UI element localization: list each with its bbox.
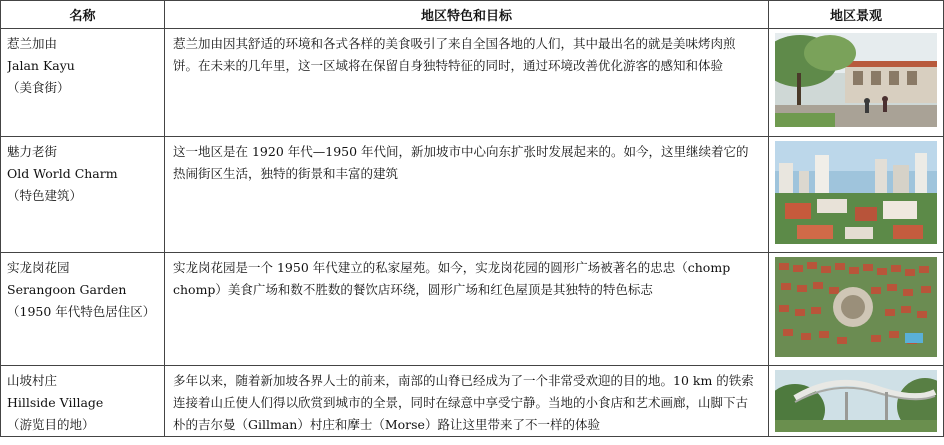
- district-description: 惹兰加由因其舒适的环境和各式各样的美食吸引了来自全国各地的人们，其中最出名的就是美味烤肉煎饼。在未来的几年里，这一区域将在保留自身独特特征的同时，通过环境改善优化游客的感知和体验: [165, 29, 769, 137]
- district-name-en: Jalan Kayu: [7, 58, 75, 73]
- header-description: 地区特色和目标: [165, 1, 769, 29]
- district-name-en: Hillside Village: [7, 395, 104, 410]
- district-view-cell: [769, 253, 944, 366]
- district-name-cn: 实龙岗花园: [7, 260, 70, 275]
- district-subtitle: （特色建筑）: [7, 188, 83, 203]
- table-row: [1, 366, 944, 437]
- header-name: 名称: [1, 1, 165, 29]
- district-name-cell: [1, 137, 165, 253]
- header-view: 地区景观: [769, 1, 944, 29]
- district-name-en: Old World Charm: [7, 166, 118, 181]
- street-photo-image: [775, 33, 937, 127]
- district-view-cell: [769, 29, 944, 137]
- district-name-cn: 魅力老街: [7, 144, 58, 159]
- district-name-cn: 惹兰加由: [7, 36, 58, 51]
- district-view-cell: [769, 366, 944, 437]
- district-name-cn: 山坡村庄: [7, 373, 58, 388]
- bridge-photo-image: [775, 370, 937, 432]
- table-header-row: [1, 1, 944, 29]
- district-subtitle: （1950 年代特色居住区）: [7, 304, 156, 319]
- table-row: [1, 137, 944, 253]
- aerial-city-photo-image: [775, 141, 937, 244]
- table-row: [1, 29, 944, 137]
- district-name-cell: [1, 253, 165, 366]
- district-name-cell: [1, 29, 165, 137]
- district-description: 这一地区是在 1920 年代—1950 年代间，新加坡市中心向东扩张时发展起来的。如今，这里继续着它的热闹街区生活，独特的街景和丰富的建筑: [165, 137, 769, 253]
- district-subtitle: （美食街）: [7, 80, 70, 95]
- table-row: [1, 253, 944, 366]
- district-name-cell: [1, 366, 165, 437]
- district-name-en: Serangoon Garden: [7, 282, 127, 297]
- district-subtitle: （游览目的地）: [7, 417, 95, 432]
- district-description: 实龙岗花园是一个 1950 年代建立的私家屋苑。如今，实龙岗花园的圆形广场被著名的忠忠（chomp chomp）美食广场和数不胜数的餐饮店环绕，圆形广场和红色屋顶是其独特的特色标志: [165, 253, 769, 366]
- district-description: 多年以来，随着新加坡各界人士的前来，南部的山脊已经成为了一个非常受欢迎的目的地。10 km 的铁索连接着山丘使人们得以欣赏到城市的全景，同时在绿意中享受宁静。当地的小食店和艺术画廊，山脚下古朴的吉尔曼（Gillman）村庄和摩士（Morse）路让这里带来了不一样的体验: [165, 366, 769, 437]
- aerial-residential-photo-image: [775, 257, 937, 357]
- district-view-cell: [769, 137, 944, 253]
